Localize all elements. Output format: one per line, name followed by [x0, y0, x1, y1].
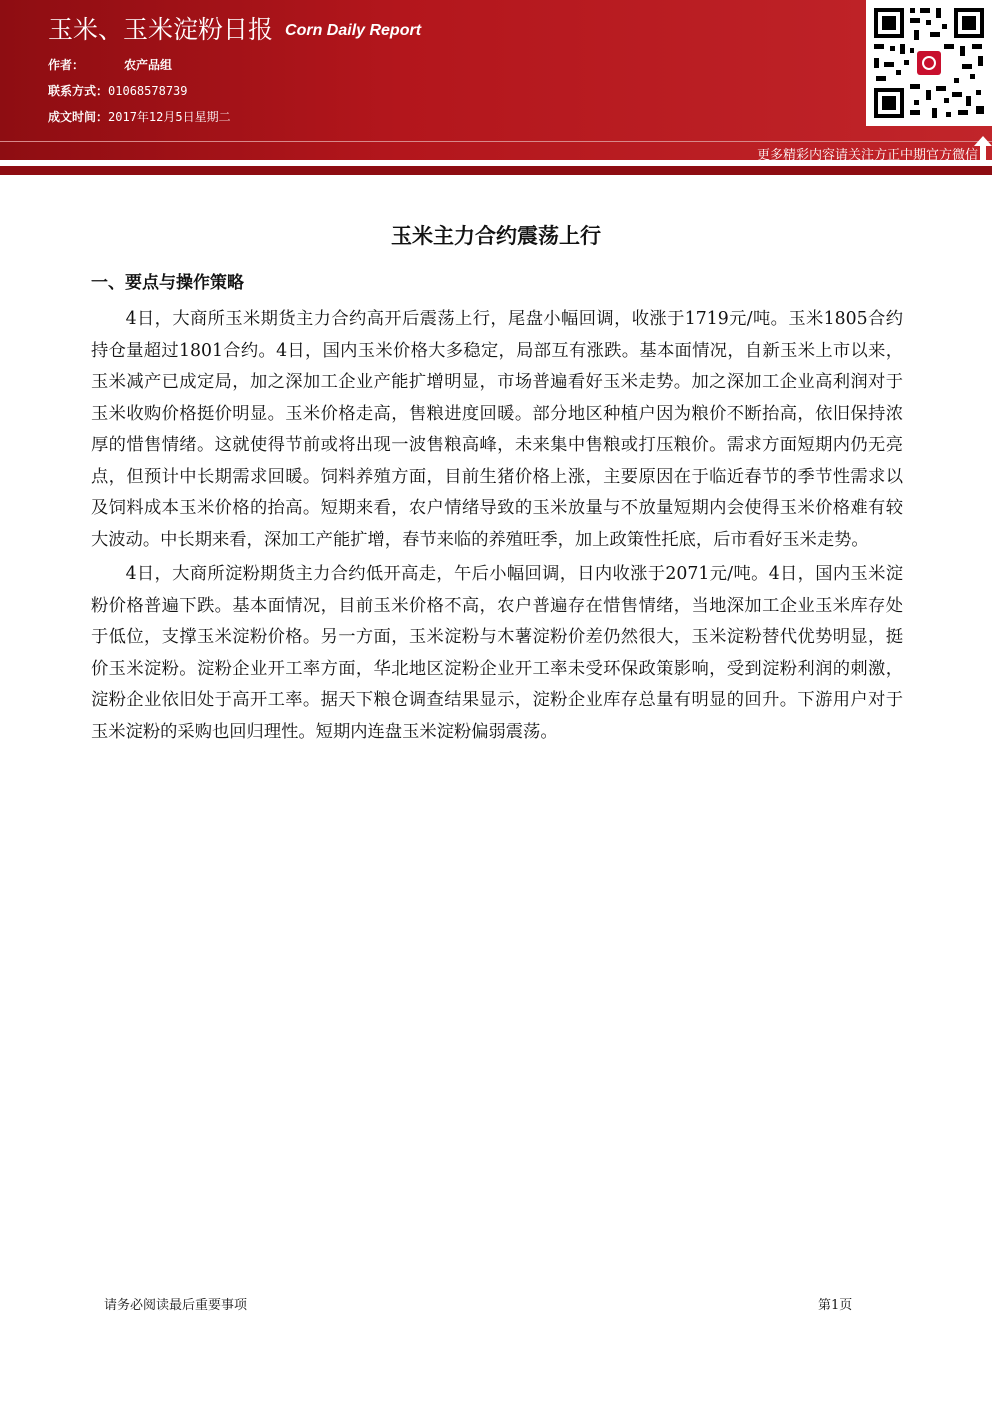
- section-heading: 一、要点与操作策略: [91, 273, 244, 293]
- qr-code-icon: [866, 0, 992, 126]
- header-divider: [0, 141, 992, 142]
- report-title: [48, 10, 421, 46]
- body-text: [91, 304, 903, 751]
- date-label: 成文时间：: [48, 110, 109, 124]
- contact-value: 01068578739: [108, 84, 188, 98]
- page-number: 第1页: [818, 1298, 853, 1313]
- report-header: [0, 0, 992, 163]
- document-title: 玉米主力合约震荡上行: [391, 224, 601, 248]
- date-row: [48, 108, 231, 125]
- contact-row: [48, 82, 188, 99]
- contact-label: 联系方式：: [48, 84, 109, 98]
- wechat-note: 更多精彩内容请关注方正中期官方微信: [756, 148, 978, 163]
- author-value: 农产品组: [124, 58, 173, 72]
- paragraph-corn: 4日，大商所玉米期货主力合约高开后震荡上行，尾盘小幅回调，收涨于1719元/吨。玉米1805合约持仓量超过1801合约。4日，国内玉米价格大多稳定，局部互有涨跌。基本面情况，自新玉米上市以来，玉米减产已成定局，加之深加工企业产能扩增明显，市场普遍看好玉米走势。加之深加工企业高利润对于玉米收购价格挺价明显。玉米价格走高，售粮进度回暖。部分地区种植户因为粮价不断抬高，依旧保持浓厚的惜售情绪。这就使得节前或将出现一波售粮高峰，未来集中售粮或打压粮价。需求方面短期内仍无亮点，但预计中长期需求回暖。饲料养殖方面，目前生猪价格上涨，主要原因在于临近春节的季节性需求以及饲料成本玉米价格的抬高。短期来看，农户情绪导致的玉米放量与不放量短期内会使得玉米价格难有较大波动。中长期来看，深加工产能扩增，春节来临的养殖旺季，加上政策性托底，后市看好玉米走势。: [91, 309, 903, 550]
- date-value: 2017年12月5日星期二: [108, 110, 231, 124]
- author-row: [48, 56, 172, 73]
- up-arrow-icon: [974, 136, 992, 164]
- author-label: 作者：: [48, 58, 85, 72]
- footer-notice: 请务必阅读最后重要事项: [104, 1298, 248, 1313]
- paragraph-starch: 4日，大商所淀粉期货主力合约低开高走，午后小幅回调，日内收涨于2071元/吨。4日，国内玉米淀粉价格普遍下跌。基本面情况，目前玉米价格不高，农户普遍存在惜售情绪，当地深加工企业玉米库存处于低位，支撑玉米淀粉价格。另一方面，玉米淀粉与木薯淀粉价差仍然很大，玉米淀粉替代优势明显，挺价玉米淀粉。淀粉企业开工率方面，华北地区淀粉企业开工率未受环保政策影响，受到淀粉利润的刺激，淀粉企业依旧处于高开工率。据天下粮仓调查结果显示，淀粉企业库存总量有明显的回升。下游用户对于玉米淀粉的采购也回归理性。短期内连盘玉米淀粉偏弱震荡。: [91, 564, 903, 742]
- header-underline-bar: [0, 166, 992, 175]
- report-title-en: Corn Daily Report: [285, 22, 422, 39]
- report-title-cn: 玉米、玉米淀粉日报: [48, 15, 274, 44]
